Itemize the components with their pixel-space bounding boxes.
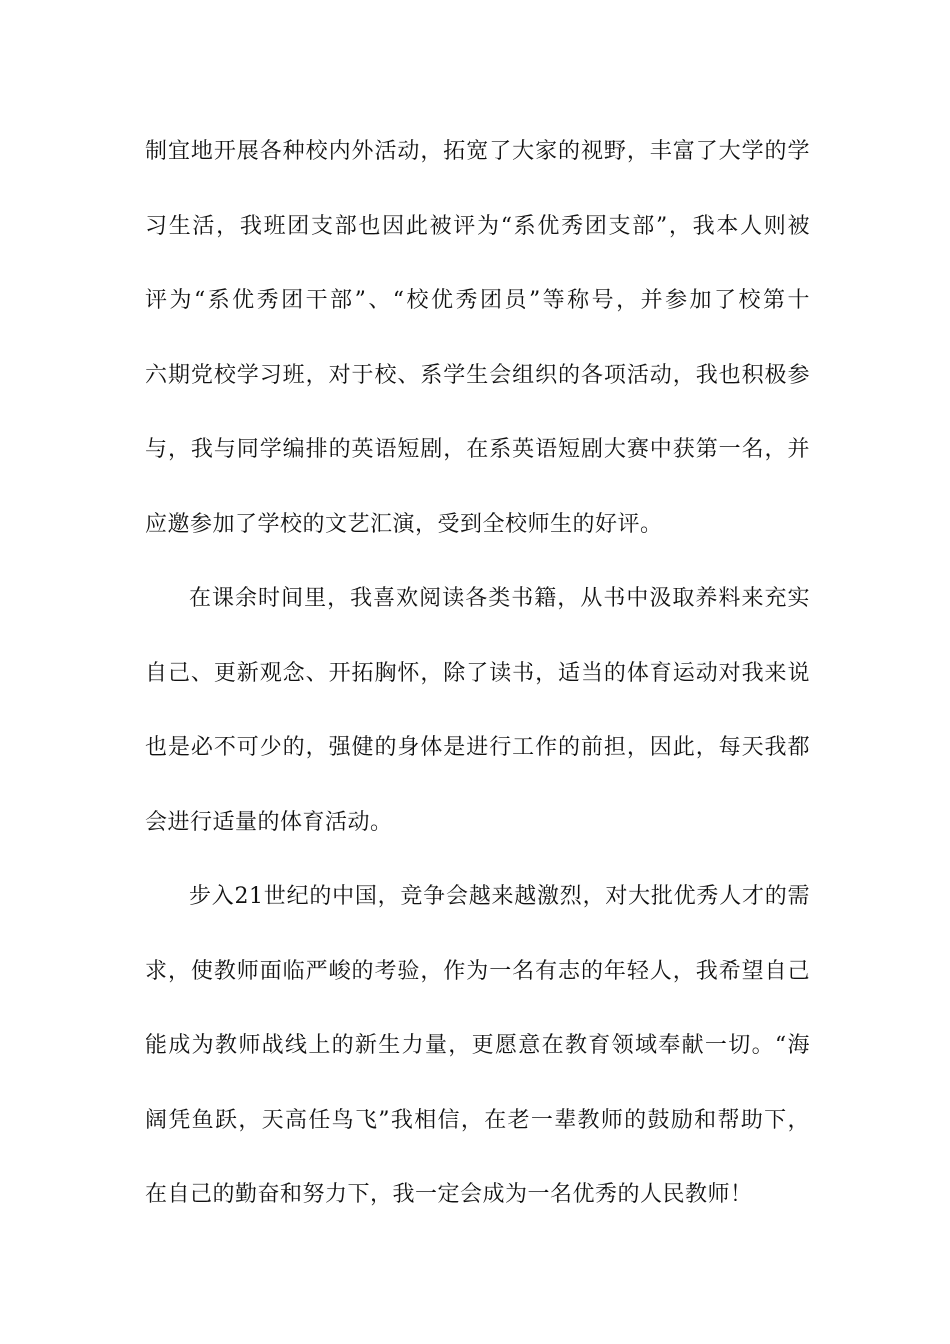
text-line: 会进行适量的体育活动。 <box>145 809 393 835</box>
document-body <box>145 130 810 1248</box>
text-line: 应邀参加了学校的文艺汇演，受到全校师生的好评。 <box>145 511 663 537</box>
text-line: 在自己的勤奋和努力下，我一定会成为一名优秀的人民教师！ <box>145 1182 753 1207</box>
text-line: 自己、更新观念、开拓胸怀，除了读书，适当的体育运动对我来说 <box>145 660 810 686</box>
text-line: 求，使教师面临严峻的考验，作为一名有志的年轻人，我希望自己 <box>145 958 810 984</box>
text-line: 制宜地开展各种校内外活动，拓宽了大家的视野，丰富了大学的学 <box>145 139 810 164</box>
text-line: 在课余时间里，我喜欢阅读各类书籍，从书中汲取养料来充实 <box>189 586 810 611</box>
text-line: 阔凭鱼跃，天高任鸟飞”我相信，在老一辈教师的鼓励和帮助下， <box>145 1107 810 1133</box>
text-line: 与，我与同学编排的英语短剧，在系英语短剧大赛中获第一名，并 <box>145 437 810 462</box>
text-line: 步入21世纪的中国，竞争会越来越激烈，对大批优秀人才的需 <box>189 884 810 909</box>
text-line: 习生活，我班团支部也因此被评为“系优秀团支部”，我本人则被 <box>145 213 810 239</box>
text-line: 评为“系优秀团干部”、“校优秀团员”等称号，并参加了校第十 <box>145 288 810 313</box>
text-line: 能成为教师战线上的新生力量，更愿意在教育领域奉献一切。“海 <box>145 1033 810 1058</box>
text-line: 六期党校学习班，对于校、系学生会组织的各项活动，我也积极参 <box>145 362 810 388</box>
text-line: 也是必不可少的，强健的身体是进行工作的前担，因此，每天我都 <box>145 735 810 760</box>
